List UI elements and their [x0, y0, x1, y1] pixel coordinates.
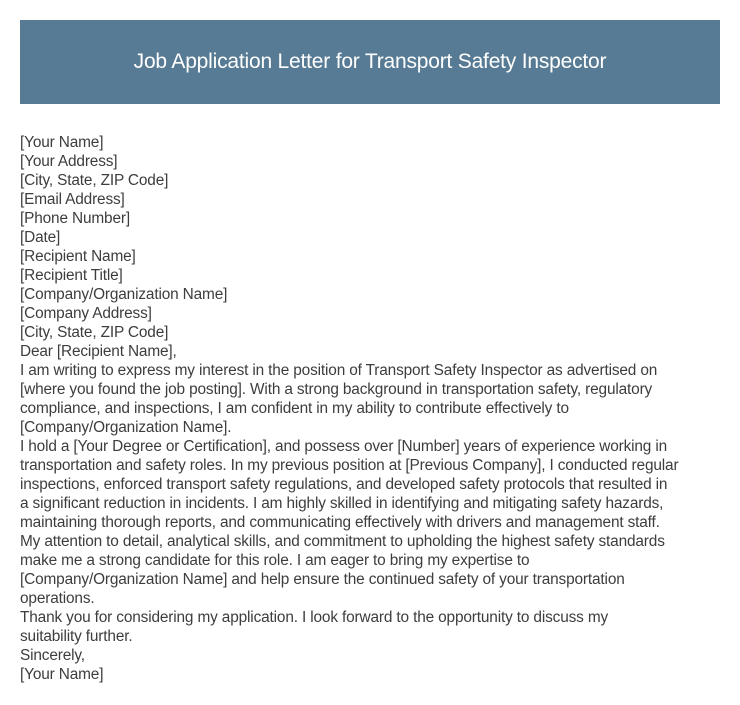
sender-city-state-zip: [City, State, ZIP Code] — [20, 172, 169, 189]
paragraph-intro — [20, 361, 730, 437]
paragraph-line: Thank you for considering my application. I look forward to the opportunity to discuss my — [20, 609, 609, 626]
paragraph-line: operations. — [20, 590, 95, 607]
salutation: Dear [Recipient Name], — [20, 343, 177, 360]
sender-name: [Your Name] — [20, 134, 104, 151]
signature: [Your Name] — [20, 666, 104, 683]
paragraph-line: a significant reduction in incidents. I am highly skilled in identifying and mitigating safety hazards, — [20, 495, 664, 512]
page-title: Job Application Letter for Transport Safety Inspector — [133, 50, 607, 73]
header-banner — [20, 20, 720, 104]
recipient-title: [Recipient Title] — [20, 267, 123, 284]
sender-address: [Your Address] — [20, 153, 118, 170]
recipient-address: [Company Address] — [20, 305, 152, 322]
recipient-city-state-zip: [City, State, ZIP Code] — [20, 324, 169, 341]
paragraph-line: make me a strong candidate for this role. I am eager to bring my expertise to — [20, 552, 530, 569]
paragraph-line: I hold a [Your Degree or Certification], and possess over [Number] years of experience working in — [20, 438, 668, 455]
paragraph-line: My attention to detail, analytical skills, and commitment to upholding the highest safety standards — [20, 533, 665, 550]
recipient-name: [Recipient Name] — [20, 248, 136, 265]
paragraph-line: maintaining thorough reports, and communicating effectively with drivers and management staff. — [20, 514, 660, 531]
sender-block — [20, 133, 730, 247]
sender-email: [Email Address] — [20, 191, 125, 208]
letter-body — [20, 133, 730, 684]
sender-phone: [Phone Number] — [20, 210, 130, 227]
paragraph-line: transportation and safety roles. In my previous position at [Previous Company], I conducted regular — [20, 457, 679, 474]
paragraph-line: inspections, enforced transport safety regulations, and developed safety protocols that resulted in — [20, 476, 668, 493]
paragraph-line: [Company/Organization Name]. — [20, 419, 232, 436]
paragraph-line: suitability further. — [20, 628, 133, 645]
paragraph-line: compliance, and inspections, I am confident in my ability to contribute effectively to — [20, 400, 569, 417]
paragraph-experience — [20, 437, 730, 608]
paragraph-line: [where you found the job posting]. With a strong background in transportation safety, regulatory — [20, 381, 653, 398]
paragraph-line: [Company/Organization Name] and help ensure the continued safety of your transportation — [20, 571, 625, 588]
closing: Sincerely, — [20, 647, 85, 664]
paragraph-line: I am writing to express my interest in the position of Transport Safety Inspector as advertised on — [20, 362, 658, 379]
letter-date: [Date] — [20, 229, 61, 246]
recipient-block — [20, 247, 730, 342]
recipient-company: [Company/Organization Name] — [20, 286, 228, 303]
paragraph-closing — [20, 608, 730, 646]
